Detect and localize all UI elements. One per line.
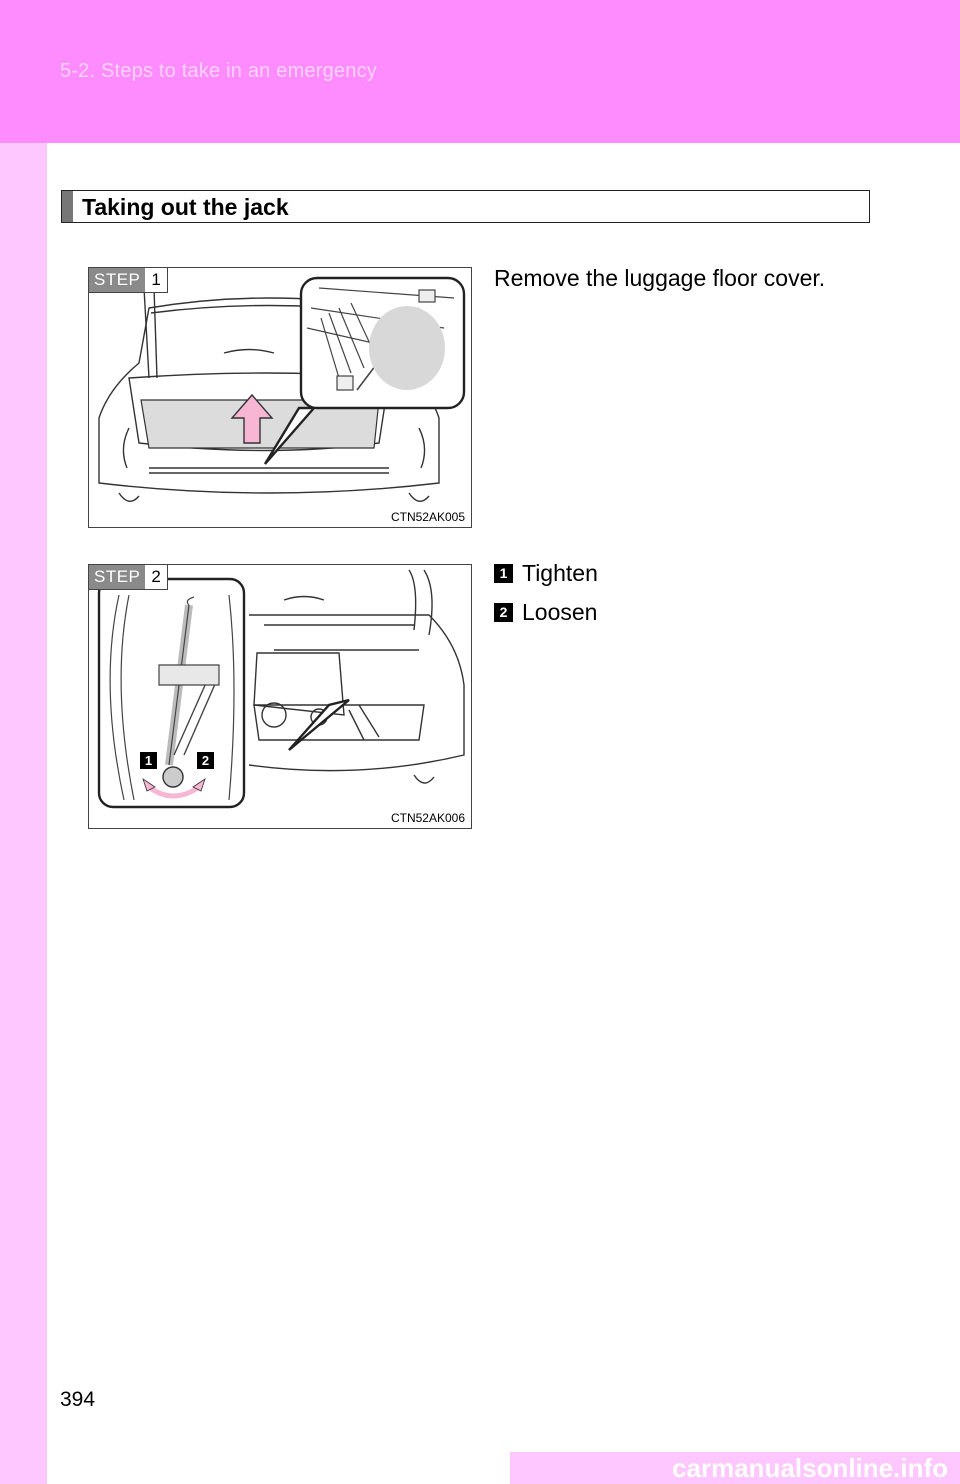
section-title: Taking out the jack: [82, 194, 289, 220]
figure-code: CTN52AK005: [390, 510, 465, 524]
step1-tag: [89, 268, 168, 293]
legend-item-loosen: [494, 598, 597, 626]
trunk-floor-cover-illustration: [89, 268, 472, 528]
page-number: 394: [60, 1388, 96, 1411]
step1-figure: [88, 267, 472, 528]
legend-label: Tighten: [522, 560, 598, 586]
section-title-box: [61, 190, 870, 223]
title-accent-bar: [62, 191, 73, 222]
loosen-marker-number: 2: [201, 753, 210, 768]
legend-item-tighten: [494, 559, 598, 587]
step-label: STEP: [89, 565, 145, 589]
watermark: carmanualsonline.info: [510, 1452, 960, 1484]
legend-badge: 1: [494, 564, 513, 583]
step2-tag: [89, 565, 168, 590]
side-band: [0, 143, 47, 1484]
step-label: STEP: [89, 268, 145, 292]
step-number: 1: [151, 270, 161, 289]
jack-illustration: [89, 565, 472, 829]
step2-figure: [88, 564, 472, 829]
section-reference: 5-2. Steps to take in an emergency: [60, 60, 377, 82]
step-number: 2: [151, 567, 161, 586]
tighten-marker-number: 1: [144, 753, 153, 768]
legend-badge: 2: [494, 603, 513, 622]
step1-instruction: Remove the luggage floor cover.: [494, 265, 826, 291]
figure-code: CTN52AK006: [390, 811, 465, 825]
legend-label: Loosen: [522, 599, 598, 625]
